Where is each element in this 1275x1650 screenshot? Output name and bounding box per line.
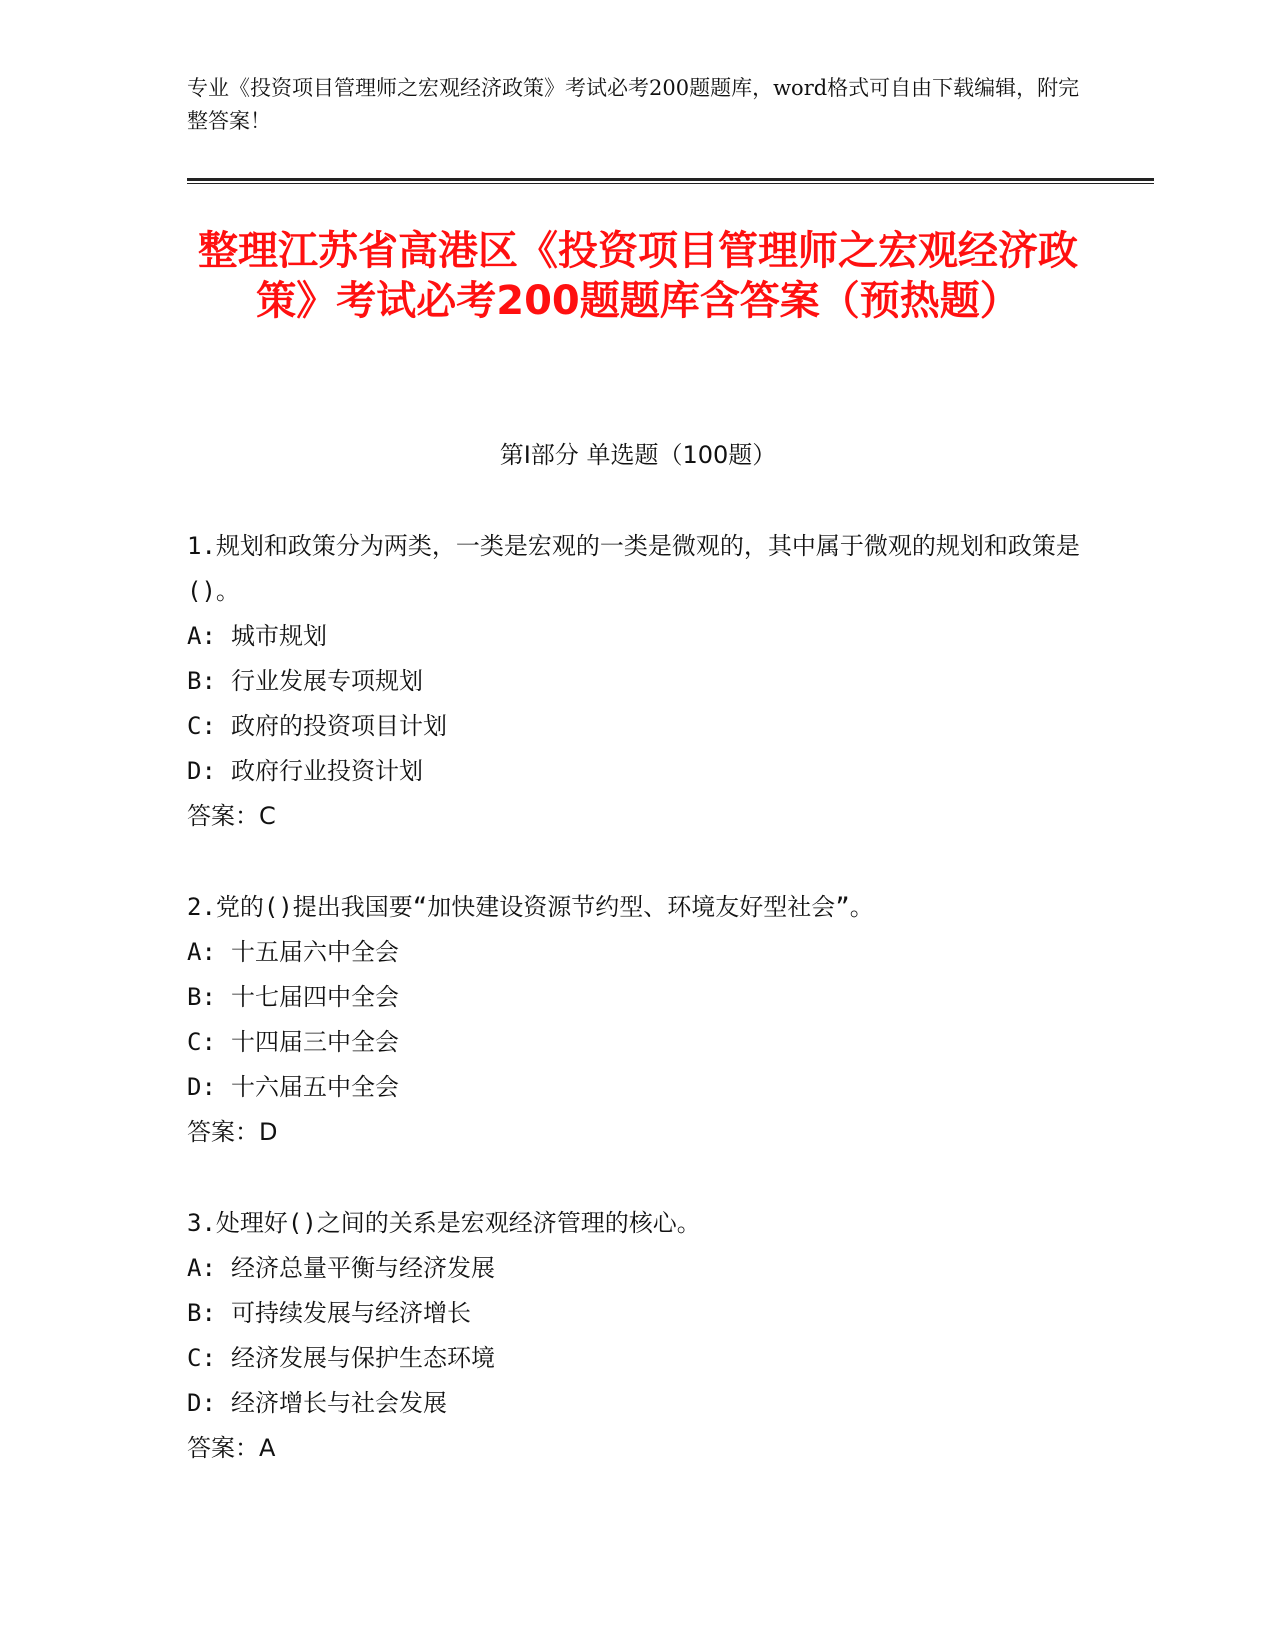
option-letter: C: — [187, 1344, 216, 1372]
option-text: 城市规划 — [231, 622, 327, 650]
option-letter: A: — [187, 1254, 216, 1282]
question-stem: 3.处理好()之间的关系是宏观经济管理的核心。 — [187, 1209, 701, 1237]
option-a — [187, 614, 1087, 659]
option-text: 政府行业投资计划 — [231, 757, 423, 785]
option-b — [187, 659, 1087, 704]
option-text: 十四届三中全会 — [231, 1028, 399, 1056]
option-a — [187, 1246, 1087, 1291]
option-text: 经济增长与社会发展 — [231, 1389, 447, 1417]
option-letter: D: — [187, 757, 216, 785]
option-letter: A: — [187, 938, 216, 966]
option-text: 可持续发展与经济增长 — [231, 1299, 471, 1327]
option-letter: D: — [187, 1389, 216, 1417]
question-stem: 2.党的()提出我国要“加快建设资源节约型、环境友好型社会”。 — [187, 893, 874, 921]
option-d — [187, 1065, 1087, 1110]
option-c — [187, 704, 1087, 749]
header-divider — [187, 178, 1154, 181]
answer: 答案：A — [187, 1434, 276, 1462]
option-letter: A: — [187, 622, 216, 650]
option-text: 行业发展专项规划 — [231, 667, 423, 695]
question-3 — [187, 1201, 1087, 1471]
option-letter: B: — [187, 1299, 216, 1327]
option-b — [187, 975, 1087, 1020]
header-note: 专业《投资项目管理师之宏观经济政策》考试必考200题题库，word格式可自由下载编辑，附完整答案！ — [187, 76, 1080, 133]
answer: 答案：C — [187, 802, 276, 830]
option-d — [187, 1381, 1087, 1426]
option-c — [187, 1020, 1087, 1065]
option-c — [187, 1336, 1087, 1381]
option-text: 十五届六中全会 — [231, 938, 399, 966]
answer: 答案：D — [187, 1118, 278, 1146]
option-letter: B: — [187, 983, 216, 1011]
option-d — [187, 749, 1087, 794]
option-text: 十七届四中全会 — [231, 983, 399, 1011]
header-divider-thin — [187, 183, 1154, 184]
question-1 — [187, 524, 1087, 839]
option-text: 经济发展与保护生态环境 — [231, 1344, 495, 1372]
option-text: 十六届五中全会 — [231, 1073, 399, 1101]
option-letter: C: — [187, 1028, 216, 1056]
section-heading: 第Ⅰ部分 单选题（100题） — [499, 441, 777, 469]
option-b — [187, 1291, 1087, 1336]
option-letter: D: — [187, 1073, 216, 1101]
question-2 — [187, 885, 1087, 1155]
document-title: 整理江苏省高港区《投资项目管理师之宏观经济政策》考试必考200题题库含答案（预热题） — [198, 228, 1078, 324]
option-text: 政府的投资项目计划 — [231, 712, 447, 740]
option-text: 经济总量平衡与经济发展 — [231, 1254, 495, 1282]
question-stem: 1.规划和政策分为两类，一类是宏观的一类是微观的，其中属于微观的规划和政策是()。 — [187, 532, 1080, 605]
option-letter: C: — [187, 712, 216, 740]
option-letter: B: — [187, 667, 216, 695]
option-a — [187, 930, 1087, 975]
question-list — [187, 524, 1087, 1517]
